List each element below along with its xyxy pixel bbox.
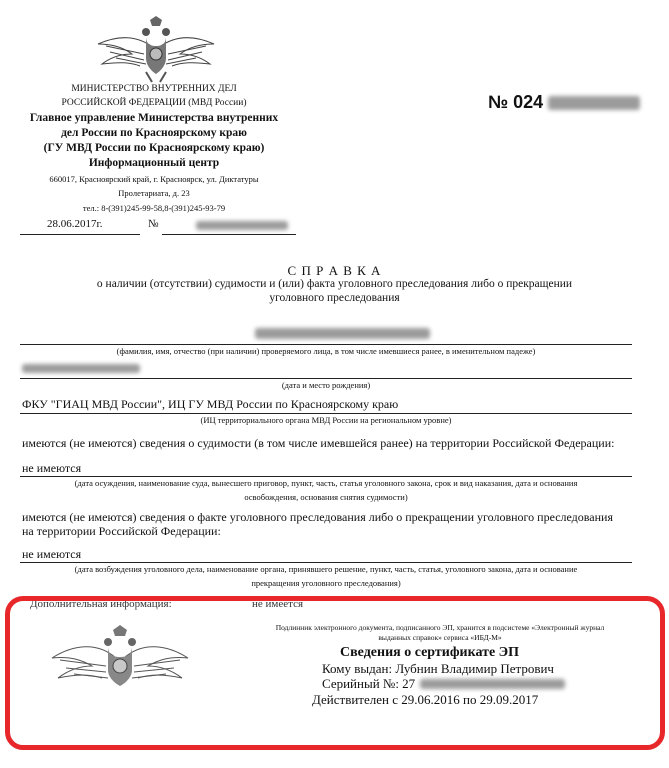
- birth-caption: (дата и место рождения): [281, 380, 371, 390]
- redacted-full-name: [255, 328, 430, 339]
- certificate-validity: Действителен с 29.06.2016 по 29.09.2017: [312, 692, 539, 707]
- conviction-question: имеются (не имеются) сведения о судимости (в том числе имевшейся ранее) на территории Российской Федерации:: [22, 436, 615, 450]
- document-title: С П Р А В К А: [287, 263, 382, 278]
- prosecution-question-2: на территории Российской Федерации:: [22, 524, 221, 538]
- redacted-document-number: [548, 96, 640, 110]
- organ-caption: (ИЦ территориального органа МВД России на региональном уровне): [200, 415, 452, 425]
- redacted-outgoing-number: [196, 221, 288, 230]
- ministry-line-2: РОССИЙСКОЙ ФЕДЕРАЦИИ (МВД России): [61, 98, 247, 108]
- document-subtitle-1: о наличии (отсутствии) судимости и (или) факта уголовного преследования либо о прекращении: [96, 278, 573, 290]
- prosecution-caption-1: (дата возбуждения уголовного дела, наименование органа, принявшего решение, пункт, часть, статья, уголовного закона, дата и основание: [74, 564, 578, 574]
- full-name-caption: (фамилия, имя, отчество (при наличии) проверяемого лица, в том числе имевшиеся ранее, в именительном падеже): [116, 346, 536, 356]
- dept-line-1: Главное управление Министерства внутренних: [29, 112, 279, 124]
- signature-note-2: выданных справок» сервиса «ИБД-М»: [378, 633, 502, 642]
- additional-info-label: Дополнительная информация:: [30, 598, 172, 610]
- redacted-serial-number: [420, 679, 565, 689]
- dept-line-4: Информационный центр: [88, 157, 220, 169]
- document-subtitle-2: уголовного преследования: [269, 292, 400, 304]
- prosecution-caption-2: прекращения уголовного преследования): [251, 578, 401, 588]
- conviction-answer: не имеются: [22, 461, 82, 475]
- conviction-caption-2: освобождения, основания снятия судимости): [244, 492, 408, 502]
- document-number: № 024: [488, 92, 544, 112]
- eagle-emblem-icon: [96, 14, 216, 84]
- ministry-line-1: МИНИСТЕРСТВО ВНУТРЕННИХ ДЕЛ: [71, 84, 237, 94]
- certificate-serial: Серийный №: 27: [322, 676, 416, 691]
- eagle-emblem-icon: [50, 624, 190, 694]
- phone-line: тел.: 8-(391)245-99-58,8-(391)245-93-79: [82, 203, 226, 213]
- signature-note-1: Подлинник электронного документа, подписанного ЭП, хранится в подсистеме «Электронный журнал: [275, 623, 605, 632]
- issue-date: 28.06.2017г.: [47, 218, 103, 230]
- organ-value: ФКУ "ГИАЦ МВД России", ИЦ ГУ МВД России по Красноярскому краю: [22, 397, 399, 411]
- additional-info-value: не имеется: [252, 598, 304, 610]
- address-line-2: Пролетариата, д. 23: [118, 188, 190, 198]
- prosecution-answer: не имеются: [22, 547, 82, 561]
- certificate-issued-to: Кому выдан: Лубнин Владимир Петрович: [322, 661, 554, 676]
- dept-line-2: дел России по Красноярскому краю: [61, 127, 247, 139]
- prosecution-question-1: имеются (не имеются) сведения о факте уголовного преследования либо о прекращении уголовного преследования: [22, 510, 613, 524]
- address-line-1: 660017, Красноярский край, г. Красноярск, ул. Диктатуры: [49, 174, 259, 184]
- redacted-birth-data: [22, 364, 140, 373]
- outgoing-number-label: №: [148, 218, 159, 230]
- certificate-title: Сведения о сертификате ЭП: [340, 645, 520, 660]
- conviction-caption-1: (дата осуждения, наименование суда, вынесшего приговор, пункт, часть, статья уголовного закона, срок и вид наказания, дата и основания: [74, 478, 578, 488]
- dept-line-3: (ГУ МВД России по Красноярскому краю): [43, 142, 265, 154]
